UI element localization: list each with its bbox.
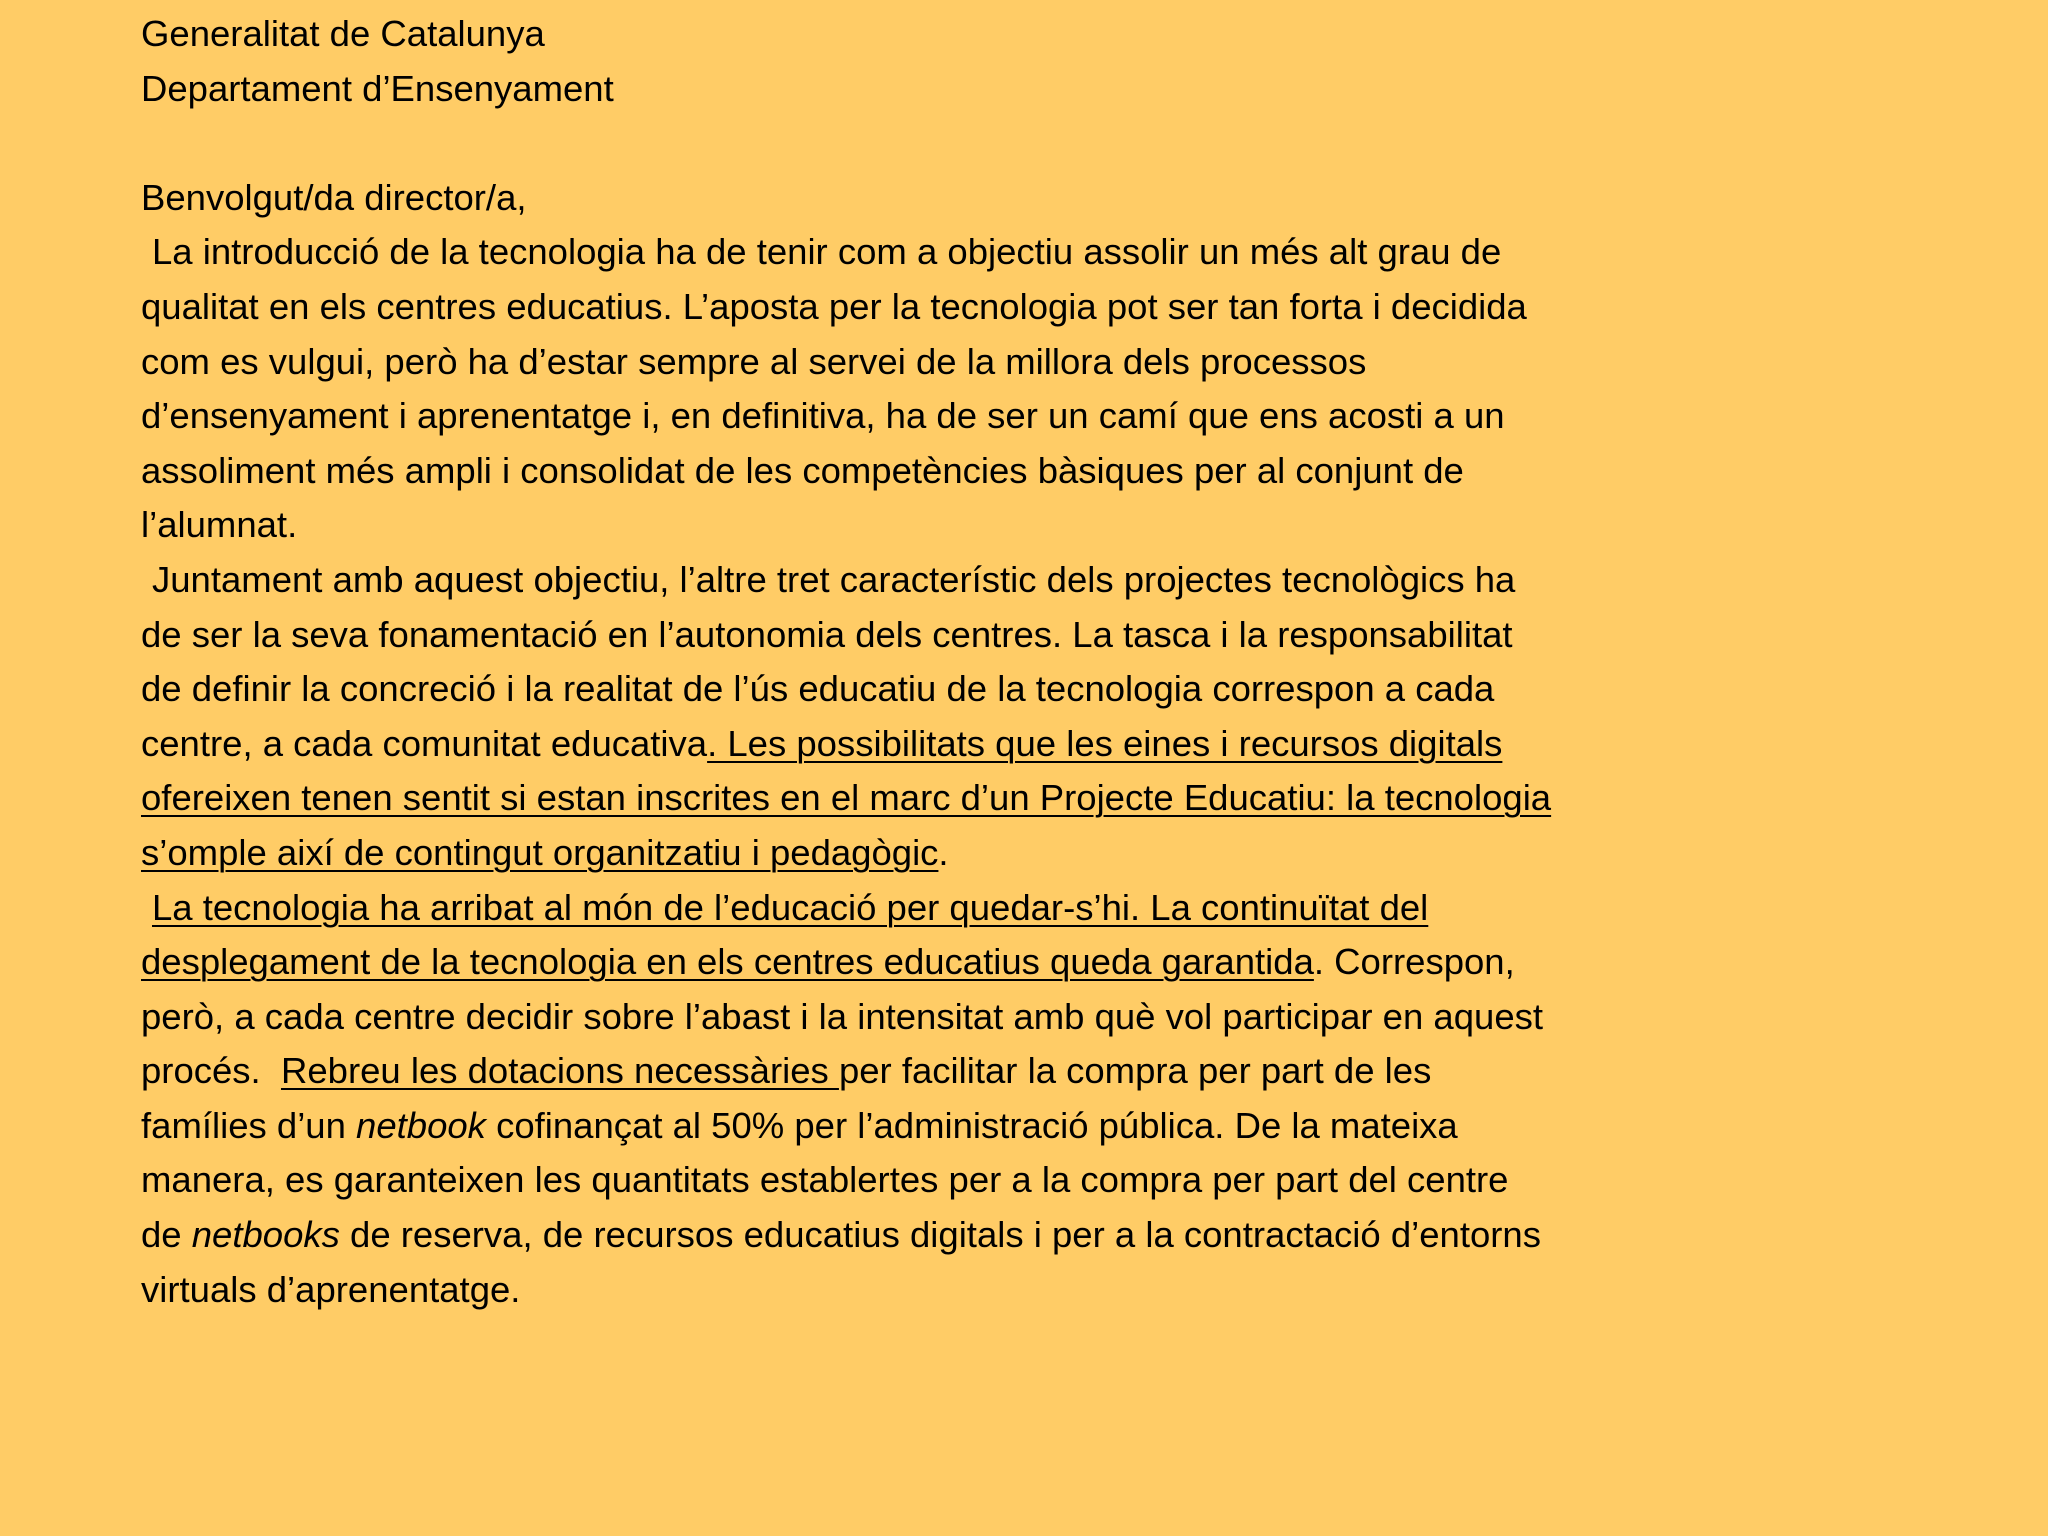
paragraph-3-line-7 (141, 1208, 1701, 1263)
paragraph-1-line-2: qualitat en els centres educatius. L’aposta per la tecnologia pot ser tan forta i decidida (141, 285, 1527, 327)
paragraph-3-line-4-text: procés. (141, 1050, 281, 1092)
paragraph-3-line-1-underlined: La tecnologia ha arribat al món de l’educació per quedar-s’hi. La continuïtat del (152, 886, 1429, 928)
blank-line (141, 116, 1701, 171)
paragraph-2-line-4 (141, 717, 1701, 772)
paragraph-3-line-3: però, a cada centre decidir sobre l’abast i la intensitat amb què vol participar en aquest (141, 995, 1544, 1037)
paragraph-3-line-7-text-b: de reserva, de recursos educatius digitals i per a la contractació d’entorns (339, 1214, 1541, 1256)
paragraph-3-line-5-text-a: famílies d’un (141, 1104, 357, 1146)
paragraph-3-line-2-underlined: desplegament de la tecnologia en els centres educatius queda garantida (141, 941, 1314, 983)
salutation: Benvolgut/da director/a, (141, 176, 527, 218)
paragraph-1-line-3: com es vulgui, però ha d’estar sempre al servei de la millora dels processos (141, 340, 1367, 382)
organization-name: Generalitat de Catalunya (141, 13, 545, 54)
paragraph-2-line-5 (141, 771, 1701, 826)
paragraph-2-line-6 (141, 826, 1701, 881)
paragraph-2-line-1: Juntament amb aquest objectiu, l’altre tret característic dels projectes tecnològics ha (152, 558, 1516, 600)
paragraph-3-line-7-text-a: de (141, 1214, 192, 1256)
paragraph-2-line-5-underlined: ofereixen tenen sentit si estan inscrites en el marc d’un Projecte Educatiu: la tecnologia (141, 777, 1552, 819)
paragraph-3-line-7-italic: netbooks (191, 1214, 340, 1256)
paragraph-3-line-4-underlined: Rebreu les dotacions necessàries (280, 1050, 839, 1092)
paragraph-3-line-1 (141, 881, 1701, 936)
paragraph-3-line-5-text-b: cofinançat al 50% per l’administració pública. De la mateixa (485, 1104, 1458, 1146)
paragraph-1-line-5: assoliment més ampli i consolidat de les competències bàsiques per al conjunt de (141, 449, 1464, 491)
paragraph-3-line-5-italic: netbook (356, 1104, 486, 1146)
paragraph-1-line-1: La introducció de la tecnologia ha de tenir com a objectiu assolir un més alt grau de (152, 231, 1502, 273)
paragraph-1-line-6: l’alumnat. (141, 504, 298, 546)
paragraph-3-line-5 (141, 1099, 1701, 1154)
paragraph-2-line-6-underlined: s’omple així de contingut organitzatiu i pedagògic (141, 831, 939, 873)
paragraph-2-line-6-text: . (938, 831, 949, 873)
paragraph-2-line-4-text: centre, a cada comunitat educativa (141, 722, 708, 764)
paragraph-3-line-8: virtuals d’aprenentatge. (141, 1268, 521, 1310)
department-name: Departament d’Ensenyament (141, 67, 614, 109)
paragraph-3-line-4-rest: per facilitar la compra per part de les (838, 1050, 1432, 1092)
paragraph-3-line-2 (141, 935, 1701, 990)
paragraph-2-line-4-underlined: . Les possibilitats que les eines i recursos digitals (707, 722, 1503, 764)
paragraph-2-line-3: de definir la concreció i la realitat de l’ús educatiu de la tecnologia correspon a cada (141, 668, 1495, 710)
paragraph-3-line-6: manera, es garanteixen les quantitats establertes per a la compra per part del centre (141, 1159, 1509, 1201)
paragraph-2-line-2: de ser la seva fonamentació en l’autonomia dels centres. La tasca i la responsabilitat (141, 613, 1513, 655)
paragraph-3-line-4 (141, 1044, 1701, 1099)
paragraph-1-line-4: d’ensenyament i aprenentatge i, en definitiva, ha de ser un camí que ens acosti a un (141, 395, 1505, 437)
paragraph-3-line-2-text: . Correspon, (1313, 941, 1515, 983)
letter-body (141, 7, 1701, 1317)
